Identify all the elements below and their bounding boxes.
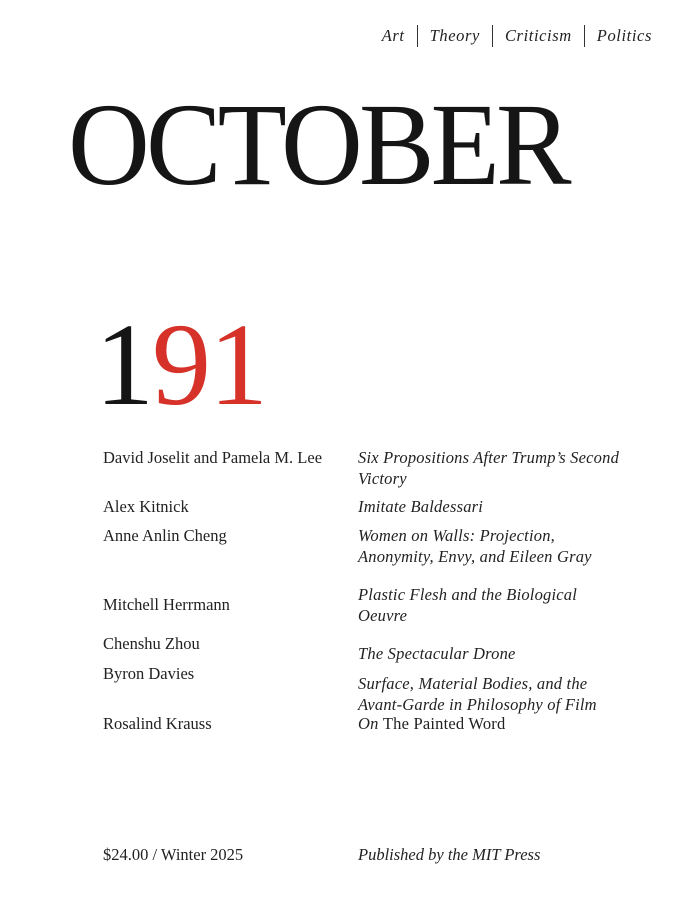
contents-entry <box>103 497 623 526</box>
tagline <box>382 25 652 47</box>
entry-title-upright: The Painted Word <box>382 714 506 733</box>
issue-number-first-digit: 1 <box>95 299 152 430</box>
entry-author: Anne Anlin Cheng <box>103 526 227 545</box>
tagline-art: Art <box>381 26 405 45</box>
masthead-title: OCTOBER <box>68 79 568 210</box>
contents-entry <box>103 585 623 634</box>
entry-title <box>358 714 623 744</box>
contents-entry <box>103 634 623 664</box>
entry-title: Surface, Material Bodies, and the Avant-Garde in Philosophy of Film <box>358 674 597 714</box>
footer <box>103 845 623 865</box>
contents-entry <box>103 714 623 744</box>
contents-entry <box>103 664 623 714</box>
tagline-criticism: Criticism <box>504 26 572 45</box>
issue-number <box>95 299 266 430</box>
publisher-line: Published by the MIT Press <box>358 845 541 864</box>
table-of-contents <box>103 448 623 744</box>
tagline-divider <box>584 25 585 47</box>
entry-title: Imitate Baldessari <box>358 497 484 516</box>
entry-author: David Joselit and Pamela M. Lee <box>103 448 323 467</box>
tagline-politics: Politics <box>596 26 652 45</box>
entry-title: Plastic Flesh and the Biological Oeuvre <box>358 585 578 625</box>
tagline-divider <box>492 25 493 47</box>
price-season: $24.00 / Winter 2025 <box>103 845 244 864</box>
entry-title: Women on Walls: Projection, Anonymity, Envy, and Eileen Gray <box>358 526 592 566</box>
entry-title: The Spectacular Drone <box>358 644 516 663</box>
entry-author: Mitchell Herrmann <box>103 595 230 614</box>
contents-entry <box>103 448 623 497</box>
entry-author: Byron Davies <box>103 664 195 683</box>
entry-title: Six Propositions After Trump’s Second Victory <box>358 448 620 488</box>
entry-author: Chenshu Zhou <box>103 634 200 653</box>
tagline-theory: Theory <box>429 26 480 45</box>
tagline-divider <box>417 25 418 47</box>
entry-author: Rosalind Krauss <box>103 714 212 733</box>
contents-entry <box>103 526 623 585</box>
entry-title-italic: On <box>358 714 379 733</box>
entry-author: Alex Kitnick <box>103 497 189 516</box>
issue-number-red-digits: 91 <box>152 299 266 430</box>
